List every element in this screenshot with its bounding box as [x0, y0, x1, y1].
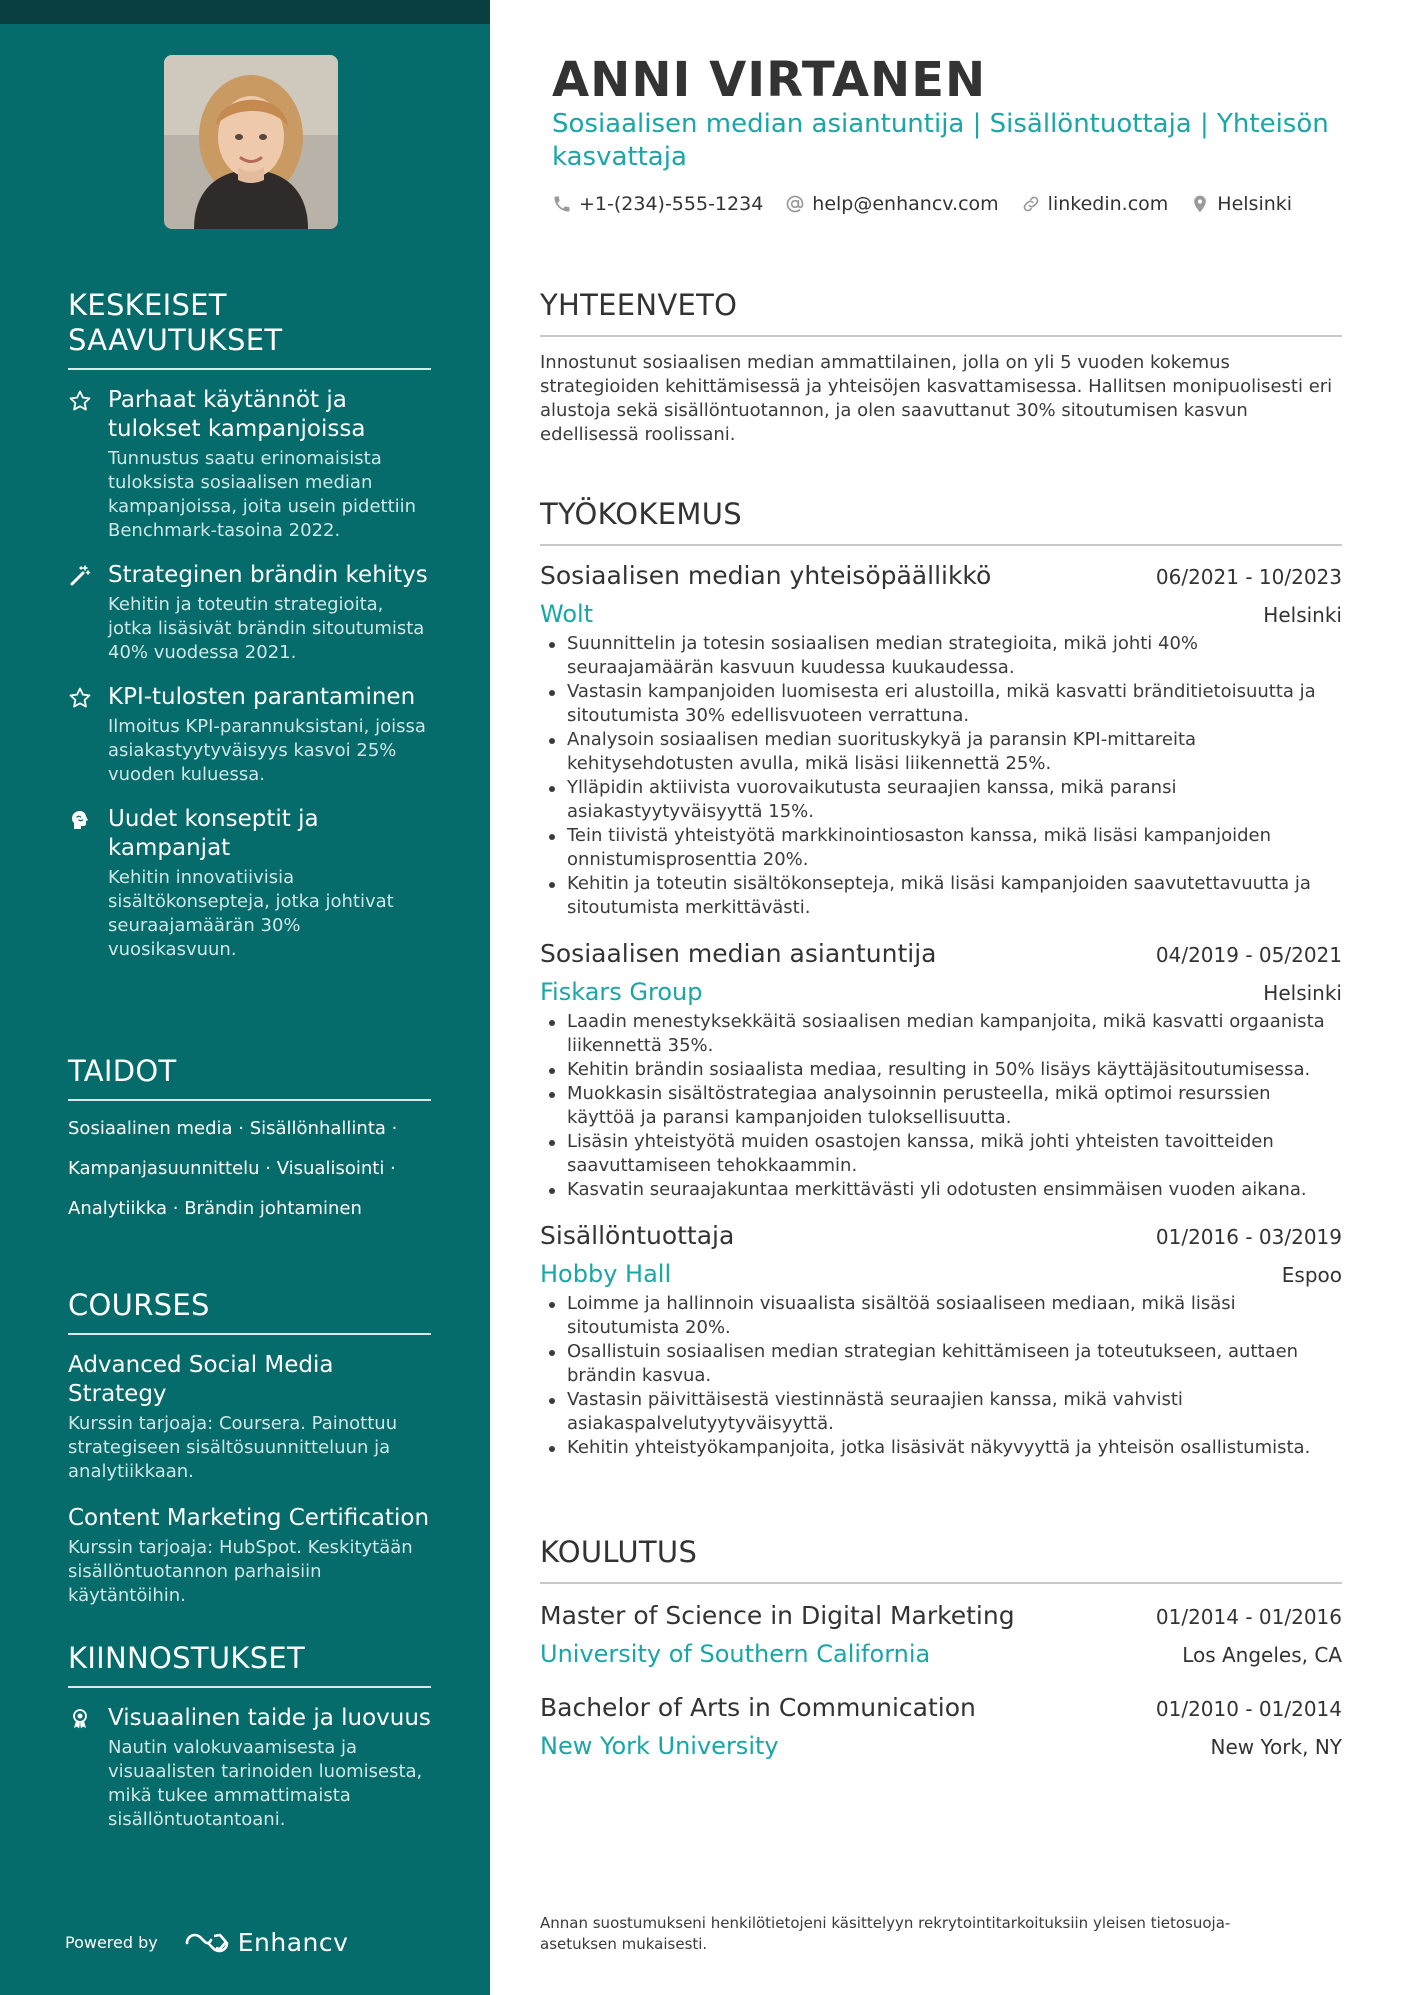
- skills-section: [68, 1054, 431, 1229]
- achievement-item: [68, 805, 431, 962]
- job-bullet: Kehitin yhteistyökampanjoita, jotka lisäsivät näkyvyyttä ja yhteisön osallistumista.: [540, 1436, 1342, 1460]
- education-section: [540, 1535, 1342, 1762]
- email-text: help@enhancv.com: [812, 193, 999, 215]
- job-entry: [540, 1220, 1342, 1460]
- job-dates: 04/2019 - 05/2021: [1155, 943, 1342, 967]
- achievement-title: Strateginen brändin kehitys: [108, 562, 428, 588]
- interest-description: Nautin valokuvaamisesta ja visuaalisten tarinoiden luomisesta, mikä tukee ammattimaista sisällöntuotantoani.: [108, 1737, 423, 1830]
- candidate-name: ANNI VIRTANEN: [552, 52, 987, 108]
- education-dates: 01/2010 - 01/2014: [1155, 1697, 1342, 1721]
- enhancv-logo-icon: [184, 1931, 230, 1955]
- location-text: Helsinki: [1217, 193, 1293, 215]
- job-bullets: [540, 1010, 1342, 1202]
- achievement-title: Uudet konseptit ja kampanjat: [108, 806, 319, 861]
- phone-icon: [552, 194, 572, 214]
- education-degree: Master of Science in Digital Marketing: [540, 1601, 1015, 1630]
- skills-line: Sosiaalinen media · Sisällönhallinta ·: [68, 1118, 398, 1139]
- contact-location: [1190, 193, 1292, 215]
- skills-list: [68, 1109, 431, 1229]
- summary-text: Innostunut sosiaalisen median ammattilainen, jolla on yli 5 vuoden kokemus strategioiden kehittämisessä ja yhteisöjen kasvattamisessa. Hallitsen monipuolisesti eri alustoja sekä sisällöntuotannon, ja olen saavuttanut 30% sitoutumisen kasvun edellisessä roolissani.: [540, 352, 1333, 445]
- at-icon: [785, 194, 805, 214]
- job-bullets: [540, 1292, 1342, 1460]
- linkedin-text: linkedin.com: [1047, 193, 1169, 215]
- job-company: Hobby Hall: [540, 1260, 672, 1288]
- course-title: Content Marketing Certification: [68, 1505, 430, 1531]
- education-location: New York, NY: [1210, 1735, 1342, 1759]
- job-bullet: Vastasin kampanjoiden luomisesta eri alustoilla, mikä kasvatti bränditietoisuutta ja sitoutumista 30% edellisvuoteen verrattuna.: [540, 680, 1342, 728]
- job-bullet: Ylläpidin aktiivista vuorovaikutusta seuraajien kanssa, mikä paransi asiakastyytyväisyyttä 15%.: [540, 776, 1342, 824]
- job-location: Helsinki: [1263, 981, 1342, 1005]
- phone-text: +1-(234)-555-1234: [579, 193, 764, 215]
- courses-title: COURSES: [68, 1288, 431, 1335]
- achievement-item: [68, 683, 431, 787]
- sidebar-top-bar: [0, 0, 490, 24]
- summary-section: [540, 288, 1342, 447]
- brain-icon: [68, 808, 92, 832]
- interests-section: [68, 1641, 431, 1832]
- magic-wand-icon: [68, 564, 92, 588]
- job-bullet: Kasvatin seuraajakuntaa merkittävästi yli odotusten ensimmäisen vuoden aikana.: [540, 1178, 1342, 1202]
- job-title: Sosiaalisen median asiantuntija: [540, 939, 937, 968]
- achievement-item: [68, 386, 431, 543]
- skills-line: Analytiikka · Brändin johtaminen: [68, 1198, 362, 1219]
- experience-section: [540, 497, 1342, 1460]
- link-icon: [1021, 194, 1041, 214]
- location-pin-icon: [1190, 194, 1210, 214]
- job-bullet: Vastasin päivittäisestä viestinnästä seuraajien kanssa, mikä vahvisti asiakaspalvelutyytyväisyyttä.: [540, 1388, 1342, 1436]
- course-description: Kurssin tarjoaja: Coursera. Painottuu strategiseen sisältösuunnitteluun ja analytiikkaan.: [68, 1413, 398, 1482]
- education-entry: [540, 1692, 1342, 1762]
- star-icon: [68, 389, 92, 413]
- job-bullet: Osallistuin sosiaalisen median strategian kehittämiseen ja toteutukseen, auttaen brändin kasvua.: [540, 1340, 1342, 1388]
- job-bullet: Lisäsin yhteistyötä muiden osastojen kanssa, mikä johti yhteisten tavoitteiden saavuttamiseen tehokkaammin.: [540, 1130, 1342, 1178]
- contact-phone[interactable]: [552, 193, 763, 215]
- achievement-title: KPI-tulosten parantaminen: [108, 684, 416, 710]
- job-title: Sosiaalisen median yhteisöpäällikkö: [540, 561, 992, 590]
- profile-photo: [164, 55, 338, 229]
- achievement-description: Kehitin ja toteutin strategioita, jotka lisäsivät brändin sitoutumista 40% vuodessa 2021.: [108, 594, 425, 663]
- contact-bar: [552, 193, 1314, 215]
- job-location: Espoo: [1281, 1263, 1342, 1287]
- candidate-headline: Sosiaalisen median asiantuntija | Sisällöntuottaja | Yhteisön kasvattaja: [552, 109, 1329, 172]
- education-location: Los Angeles, CA: [1182, 1643, 1342, 1667]
- course-item: [68, 1351, 431, 1484]
- achievements-section: [68, 288, 431, 962]
- job-title: Sisällöntuottaja: [540, 1221, 735, 1250]
- interest-item: [68, 1704, 431, 1832]
- education-school: University of Southern California: [540, 1640, 931, 1668]
- job-company: Fiskars Group: [540, 978, 703, 1006]
- education-degree: Bachelor of Arts in Communication: [540, 1693, 976, 1722]
- job-bullet: Analysoin sosiaalisen median suorituskykyä ja paransin KPI-mittareita kehitysehdotusten avulla, mikä lisäsi liikennettä 25%.: [540, 728, 1342, 776]
- job-bullet: Tein tiivistä yhteistyötä markkinointiosaston kanssa, mikä lisäsi kampanjoiden onnistumisprosenttia 20%.: [540, 824, 1342, 872]
- job-bullet: Kehitin brändin sosiaalista mediaa, resulting in 50% lisäys käyttäjäsitoutumisessa.: [540, 1058, 1342, 1082]
- job-dates: 01/2016 - 03/2019: [1155, 1225, 1342, 1249]
- job-company: Wolt: [540, 600, 594, 628]
- job-entry: [540, 938, 1342, 1202]
- education-dates: 01/2014 - 01/2016: [1155, 1605, 1342, 1629]
- enhancv-brand: Enhancv: [237, 1928, 349, 1957]
- job-bullet: Loimme ja hallinnoin visuaalista sisältöä sosiaaliseen mediaan, mikä lisäsi sitoutumista 20%.: [540, 1292, 1342, 1340]
- job-dates: 06/2021 - 10/2023: [1155, 565, 1342, 589]
- course-description: Kurssin tarjoaja: HubSpot. Keskitytään sisällöntuotannon parhaisiin käytäntöihin.: [68, 1537, 413, 1606]
- achievement-description: Tunnustus saatu erinomaisista tuloksista sosiaalisen median kampanjoissa, joita usein pidettiin Benchmark-tasoina 2022.: [108, 448, 417, 541]
- powered-by: [65, 1928, 348, 1957]
- skills-title: TAIDOT: [68, 1054, 431, 1101]
- achievement-description: Ilmoitus KPI-parannuksistani, joissa asiakastyytyväisyys kasvoi 25% vuoden kuluessa.: [108, 716, 426, 785]
- job-bullets: [540, 632, 1342, 920]
- achievement-title: Parhaat käytännöt ja tulokset kampanjoissa: [108, 387, 366, 442]
- contact-email[interactable]: [785, 193, 998, 215]
- enhancv-logo[interactable]: [184, 1928, 349, 1957]
- award-icon: [68, 1707, 92, 1731]
- education-school: New York University: [540, 1732, 779, 1760]
- experience-title: TYÖKOKEMUS: [540, 497, 1342, 546]
- contact-linkedin[interactable]: [1021, 193, 1169, 215]
- course-item: [68, 1504, 431, 1608]
- summary-title: YHTEENVETO: [540, 288, 1342, 337]
- skills-line: Kampanjasuunnittelu · Visualisointi ·: [68, 1158, 396, 1179]
- star-icon: [68, 686, 92, 710]
- interests-title: KIINNOSTUKSET: [68, 1641, 431, 1688]
- education-title: KOULUTUS: [540, 1535, 1342, 1584]
- achievement-description: Kehitin innovatiivisia sisältökonsepteja, jotka johtivat seuraajamäärän 30% vuosikasvuun.: [108, 867, 394, 960]
- gdpr-consent-text: Annan suostumukseni henkilötietojeni käsittelyyn rekrytointitarkoituksiin yleisen tietosuoja-asetuksen mukaisesti.: [540, 1914, 1231, 1953]
- powered-by-label: Powered by: [65, 1933, 158, 1952]
- interest-title: Visuaalinen taide ja luovuus: [108, 1705, 431, 1731]
- job-bullet: Suunnittelin ja totesin sosiaalisen median strategioita, mikä johti 40% seuraajamäärän kasvuun kuudessa kuukaudessa.: [540, 632, 1342, 680]
- achievement-item: [68, 561, 431, 665]
- sidebar: [0, 0, 490, 1995]
- job-entry: [540, 560, 1342, 920]
- course-title: Advanced Social Media Strategy: [68, 1352, 334, 1407]
- achievements-title: KESKEISET SAAVUTUKSET: [68, 288, 431, 370]
- job-bullet: Kehitin ja toteutin sisältökonsepteja, mikä lisäsi kampanjoiden saavutettavuutta ja sitoutumista merkittävästi.: [540, 872, 1342, 920]
- courses-section: [68, 1288, 431, 1608]
- job-location: Helsinki: [1263, 603, 1342, 627]
- job-bullet: Laadin menestyksekkäitä sosiaalisen median kampanjoita, mikä kasvatti orgaanista liikennettä 35%.: [540, 1010, 1342, 1058]
- education-entry: [540, 1600, 1342, 1670]
- job-bullet: Muokkasin sisältöstrategiaa analysoinnin perusteella, mikä optimoi resurssien käyttöä ja paransi kampanjoiden tuloksellisuutta.: [540, 1082, 1342, 1130]
